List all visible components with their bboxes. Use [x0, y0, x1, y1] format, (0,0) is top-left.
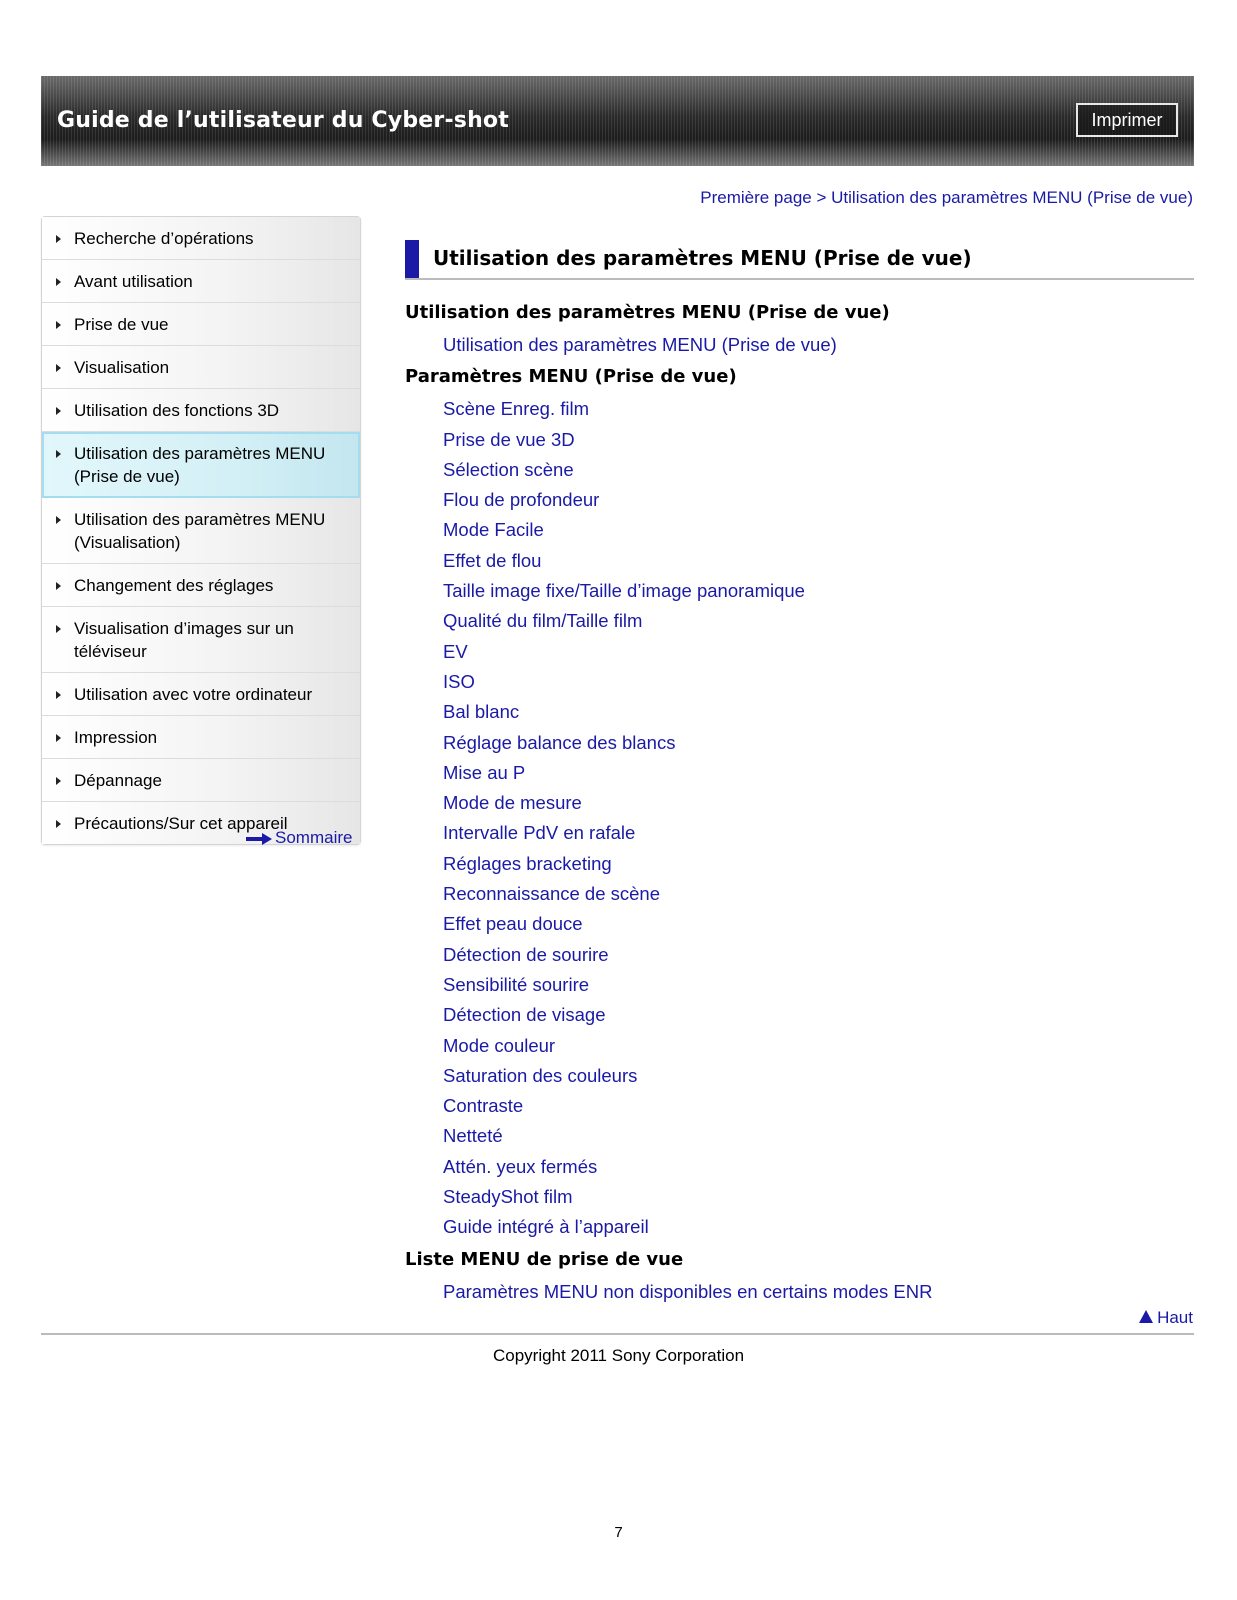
- sidebar-item-label: Changement des réglages: [74, 576, 274, 595]
- breadcrumb-current-link[interactable]: Utilisation des paramètres MENU (Prise de vue): [831, 188, 1193, 207]
- list-item: [443, 728, 1194, 758]
- sidebar-item-label: Avant utilisation: [74, 272, 193, 291]
- triangle-right-icon: [56, 516, 61, 524]
- topic-link[interactable]: Mode couleur: [443, 1034, 556, 1056]
- list-item: [443, 818, 1194, 848]
- sections-container: [405, 296, 1194, 1307]
- section-link-list: [405, 394, 1194, 1242]
- list-item: [443, 485, 1194, 515]
- print-button[interactable]: Imprimer: [1076, 103, 1178, 137]
- list-item: [443, 1061, 1194, 1091]
- topic-link[interactable]: Saturation des couleurs: [443, 1064, 638, 1086]
- sidebar-nav: [41, 216, 361, 845]
- section-link-list: [405, 1277, 1194, 1307]
- sidebar-item[interactable]: [42, 716, 360, 759]
- sidebar-item-label: Impression: [74, 728, 158, 747]
- breadcrumb-separator: >: [811, 188, 832, 207]
- triangle-right-icon: [56, 450, 61, 458]
- list-item: [443, 667, 1194, 697]
- sidebar-item-label: Utilisation avec votre ordinateur: [74, 685, 313, 704]
- triangle-right-icon: [56, 407, 61, 415]
- list-item: [443, 606, 1194, 636]
- copyright-text: Copyright 2011 Sony Corporation: [492, 1346, 745, 1365]
- list-item: [443, 455, 1194, 485]
- list-item: [443, 576, 1194, 606]
- list-item: [443, 1212, 1194, 1242]
- header-banner: [41, 76, 1194, 166]
- topic-link[interactable]: Intervalle PdV en rafale: [443, 822, 636, 844]
- topic-link[interactable]: Flou de profondeur: [443, 489, 600, 511]
- sidebar-item[interactable]: [42, 564, 360, 607]
- list-item: [443, 1031, 1194, 1061]
- sidebar-item[interactable]: [42, 217, 360, 260]
- triangle-up-icon: [1139, 1310, 1153, 1323]
- page-title: Utilisation des paramètres MENU (Prise de vue): [433, 246, 972, 270]
- sidebar-item[interactable]: [42, 759, 360, 802]
- topic-link[interactable]: Détection de visage: [443, 1004, 606, 1026]
- section-heading: Paramètres MENU (Prise de vue): [405, 366, 737, 388]
- guide-title: Guide de l’utilisateur du Cyber-shot: [57, 108, 509, 133]
- topic-link[interactable]: EV: [443, 640, 468, 662]
- sidebar-item-label: Utilisation des paramètres MENU (Visualisation): [74, 510, 326, 552]
- main-content: [405, 240, 1194, 1307]
- topic-link[interactable]: Réglage balance des blancs: [443, 731, 676, 753]
- sidebar-item-label: Utilisation des fonctions 3D: [74, 401, 280, 420]
- topic-link[interactable]: Mode de mesure: [443, 792, 582, 814]
- topic-link[interactable]: Scène Enreg. film: [443, 398, 590, 420]
- topic-link[interactable]: Réglages bracketing: [443, 852, 612, 874]
- back-to-top-label: Haut: [1157, 1308, 1193, 1327]
- list-item: [443, 758, 1194, 788]
- topic-link[interactable]: Contraste: [443, 1095, 524, 1117]
- list-item: [443, 1121, 1194, 1151]
- sidebar-item-label: Recherche d’opérations: [74, 229, 254, 248]
- title-accent-bar: [405, 240, 419, 278]
- page-number: 7: [614, 1524, 623, 1541]
- topic-link[interactable]: Mode Facile: [443, 519, 544, 541]
- topic-link[interactable]: Prise de vue 3D: [443, 428, 575, 450]
- topic-link[interactable]: Détection de sourire: [443, 943, 609, 965]
- triangle-right-icon: [56, 625, 61, 633]
- topic-link[interactable]: SteadyShot film: [443, 1186, 573, 1208]
- triangle-right-icon: [56, 235, 61, 243]
- sommaire-label: Sommaire: [275, 828, 353, 847]
- triangle-right-icon: [56, 321, 61, 329]
- sommaire-link[interactable]: [246, 828, 352, 848]
- sidebar-item-label: Utilisation des paramètres MENU (Prise de vue): [74, 444, 326, 486]
- triangle-right-icon: [56, 691, 61, 699]
- list-item: [443, 330, 1194, 360]
- arrow-right-icon: [246, 833, 272, 845]
- sidebar-item[interactable]: [42, 607, 360, 673]
- topic-link[interactable]: Guide intégré à l’appareil: [443, 1216, 649, 1238]
- triangle-right-icon: [56, 734, 61, 742]
- topic-link[interactable]: Reconnaissance de scène: [443, 883, 661, 905]
- sidebar-item[interactable]: [42, 432, 360, 498]
- triangle-right-icon: [56, 777, 61, 785]
- list-item: [443, 637, 1194, 667]
- sidebar-item[interactable]: [42, 346, 360, 389]
- sidebar-item[interactable]: [42, 303, 360, 346]
- topic-link[interactable]: Taille image fixe/Taille d’image panoramique: [443, 580, 805, 602]
- triangle-right-icon: [56, 278, 61, 286]
- list-item: [443, 546, 1194, 576]
- list-item: [443, 879, 1194, 909]
- topic-link[interactable]: Paramètres MENU non disponibles en certains modes ENR: [443, 1280, 933, 1302]
- breadcrumb-home-link[interactable]: Première page: [700, 188, 812, 207]
- breadcrumb: [700, 188, 1193, 208]
- topic-link[interactable]: Effet de flou: [443, 549, 542, 571]
- list-item: [443, 909, 1194, 939]
- topic-link[interactable]: Mise au P: [443, 761, 526, 783]
- triangle-right-icon: [56, 820, 61, 828]
- topic-link[interactable]: ISO: [443, 670, 475, 692]
- page-title-block: [405, 240, 1194, 280]
- list-item: [443, 697, 1194, 727]
- sidebar-item[interactable]: [42, 389, 360, 432]
- sidebar-item-label: Précautions/Sur cet appareil: [74, 814, 288, 833]
- triangle-right-icon: [56, 364, 61, 372]
- sidebar-item-label: Visualisation: [74, 358, 170, 377]
- topic-link[interactable]: Netteté: [443, 1125, 503, 1147]
- section-heading: Liste MENU de prise de vue: [405, 1248, 684, 1270]
- topic-link[interactable]: Attén. yeux fermés: [443, 1155, 598, 1177]
- list-item: [443, 1152, 1194, 1182]
- topic-link[interactable]: Bal blanc: [443, 701, 520, 723]
- sidebar-item-label: Dépannage: [74, 771, 162, 790]
- sidebar-item-label: Prise de vue: [74, 315, 169, 334]
- sidebar-item[interactable]: [42, 673, 360, 716]
- section-heading: Utilisation des paramètres MENU (Prise de vue): [405, 302, 890, 323]
- list-item: [443, 1091, 1194, 1121]
- sidebar-item-label: Visualisation d’images sur un téléviseur: [74, 619, 294, 661]
- footer-divider: [41, 1333, 1194, 1335]
- list-item: [443, 394, 1194, 424]
- list-item: [443, 788, 1194, 818]
- topic-link[interactable]: Sélection scène: [443, 458, 574, 480]
- list-item: [443, 1000, 1194, 1030]
- topic-link[interactable]: Effet peau douce: [443, 913, 583, 935]
- topic-link[interactable]: Utilisation des paramètres MENU (Prise de vue): [443, 334, 837, 355]
- list-item: [443, 1182, 1194, 1212]
- section-link-list: [405, 330, 1194, 360]
- sidebar-item[interactable]: [42, 260, 360, 303]
- list-item: [443, 940, 1194, 970]
- list-item: [443, 425, 1194, 455]
- triangle-right-icon: [56, 582, 61, 590]
- list-item: [443, 970, 1194, 1000]
- sidebar-item[interactable]: [42, 498, 360, 564]
- topic-link[interactable]: Qualité du film/Taille film: [443, 610, 643, 632]
- back-to-top-link[interactable]: [1139, 1308, 1193, 1328]
- list-item: [443, 515, 1194, 545]
- list-item: [443, 849, 1194, 879]
- topic-link[interactable]: Sensibilité sourire: [443, 973, 590, 995]
- list-item: [443, 1277, 1194, 1307]
